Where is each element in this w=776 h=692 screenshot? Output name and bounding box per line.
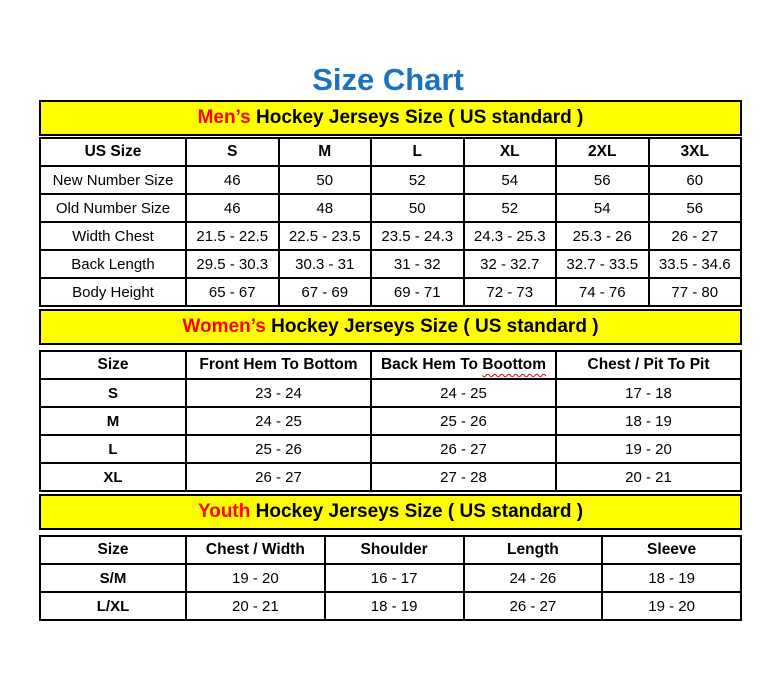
column-header: XL [464, 138, 557, 166]
youth-section-banner [39, 494, 742, 530]
size-value-cell: 54 [464, 166, 557, 194]
table-row [40, 463, 741, 491]
row-label: L/XL [40, 592, 186, 620]
size-value-cell: 26 - 27 [649, 222, 742, 250]
row-label: Body Height [40, 278, 186, 306]
youth-banner-highlight: Youth [197, 501, 251, 522]
size-value-cell: 19 - 20 [186, 564, 325, 592]
column-header: Length [464, 536, 603, 564]
size-value-cell: 25 - 26 [186, 435, 371, 463]
size-value-cell: 48 [279, 194, 372, 222]
size-value-cell: 20 - 21 [556, 463, 741, 491]
column-header: M [279, 138, 372, 166]
size-value-cell: 52 [464, 194, 557, 222]
column-header: S [186, 138, 279, 166]
womens-section-banner [39, 309, 742, 345]
womens-header-row [40, 351, 741, 379]
row-label: Width Chest [40, 222, 186, 250]
size-value-cell: 16 - 17 [325, 564, 464, 592]
size-value-cell: 17 - 18 [556, 379, 741, 407]
mens-banner-text: Hockey Jerseys Size ( US standard ) [256, 107, 584, 128]
size-value-cell: 33.5 - 34.6 [649, 250, 742, 278]
size-value-cell: 30.3 - 31 [279, 250, 372, 278]
size-value-cell: 24 - 25 [371, 379, 556, 407]
womens-banner-text: Hockey Jerseys Size ( US standard ) [271, 316, 599, 337]
mens-header-row [40, 138, 741, 166]
youth-size-table [39, 535, 742, 621]
page-title: Size Chart [312, 62, 464, 97]
mens-banner-highlight: Men’s [197, 107, 251, 128]
table-row [40, 379, 741, 407]
table-row [40, 278, 741, 306]
size-value-cell: 25 - 26 [371, 407, 556, 435]
size-value-cell: 23.5 - 24.3 [371, 222, 464, 250]
size-value-cell: 25.3 - 26 [556, 222, 649, 250]
size-value-cell: 46 [186, 166, 279, 194]
row-label: XL [40, 463, 186, 491]
table-row [40, 222, 741, 250]
size-value-cell: 60 [649, 166, 742, 194]
column-header: Shoulder [325, 536, 464, 564]
size-value-cell: 56 [649, 194, 742, 222]
size-value-cell: 52 [371, 166, 464, 194]
row-label: Back Length [40, 250, 186, 278]
youth-banner-text: Hockey Jerseys Size ( US standard ) [255, 501, 584, 522]
size-value-cell: 46 [186, 194, 279, 222]
row-label: L [40, 435, 186, 463]
column-header: Size [40, 536, 186, 564]
table-row [40, 166, 741, 194]
mens-size-table [39, 137, 742, 307]
row-label: Old Number Size [40, 194, 186, 222]
size-value-cell: 32.7 - 33.5 [556, 250, 649, 278]
table-row [40, 564, 741, 592]
size-value-cell: 24 - 26 [464, 564, 603, 592]
row-label: S [40, 379, 186, 407]
size-value-cell: 32 - 32.7 [464, 250, 557, 278]
column-header: 3XL [649, 138, 742, 166]
size-value-cell: 26 - 27 [371, 435, 556, 463]
size-value-cell: 74 - 76 [556, 278, 649, 306]
size-value-cell: 22.5 - 23.5 [279, 222, 372, 250]
row-label: New Number Size [40, 166, 186, 194]
column-header [371, 351, 556, 379]
size-value-cell: 50 [371, 194, 464, 222]
table-row [40, 435, 741, 463]
column-header: L [371, 138, 464, 166]
womens-banner-highlight: Women’s [182, 316, 266, 337]
size-value-cell: 20 - 21 [186, 592, 325, 620]
size-value-cell: 18 - 19 [325, 592, 464, 620]
womens-size-table [39, 350, 742, 492]
youth-header-row [40, 536, 741, 564]
size-value-cell: 24.3 - 25.3 [464, 222, 557, 250]
column-header: Chest / Pit To Pit [556, 351, 741, 379]
table-row [40, 407, 741, 435]
size-value-cell: 19 - 20 [602, 592, 741, 620]
row-label: M [40, 407, 186, 435]
size-value-cell: 69 - 71 [371, 278, 464, 306]
size-value-cell: 26 - 27 [464, 592, 603, 620]
size-value-cell: 24 - 25 [186, 407, 371, 435]
size-chart-container [39, 100, 742, 621]
size-value-cell: 19 - 20 [556, 435, 741, 463]
size-value-cell: 54 [556, 194, 649, 222]
size-value-cell: 72 - 73 [464, 278, 557, 306]
row-label: S/M [40, 564, 186, 592]
table-row [40, 194, 741, 222]
size-value-cell: 50 [279, 166, 372, 194]
size-value-cell: 65 - 67 [186, 278, 279, 306]
table-row [40, 592, 741, 620]
column-header-text: Back Hem To [380, 356, 479, 373]
size-value-cell: 18 - 19 [602, 564, 741, 592]
size-value-cell: 23 - 24 [186, 379, 371, 407]
size-value-cell: 29.5 - 30.3 [186, 250, 279, 278]
column-header: 2XL [556, 138, 649, 166]
table-row [40, 250, 741, 278]
size-value-cell: 67 - 69 [279, 278, 372, 306]
mens-section-banner [39, 100, 742, 136]
misspelled-word: Boottom [482, 356, 547, 373]
column-header: Chest / Width [186, 536, 325, 564]
column-header: Front Hem To Bottom [186, 351, 371, 379]
size-value-cell: 26 - 27 [186, 463, 371, 491]
size-value-cell: 31 - 32 [371, 250, 464, 278]
size-value-cell: 18 - 19 [556, 407, 741, 435]
size-value-cell: 56 [556, 166, 649, 194]
size-value-cell: 27 - 28 [371, 463, 556, 491]
column-header: Size [40, 351, 186, 379]
column-header: US Size [40, 138, 186, 166]
size-value-cell: 21.5 - 22.5 [186, 222, 279, 250]
size-value-cell: 77 - 80 [649, 278, 742, 306]
column-header: Sleeve [602, 536, 741, 564]
